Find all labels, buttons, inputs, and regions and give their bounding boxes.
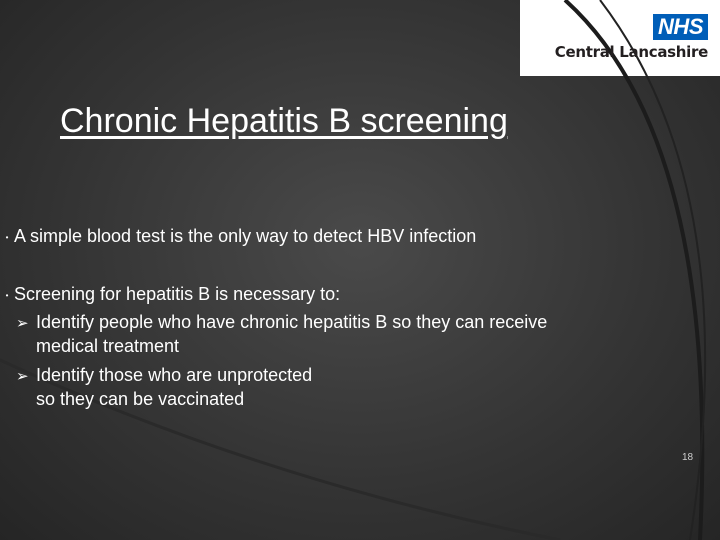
sub-bullet-continuation: medical treatment [36,336,180,356]
sub-bullet-item [16,312,547,333]
bullet-item [0,284,340,305]
nhs-badge: NHS [653,14,708,40]
sub-bullet-item [16,365,312,386]
sub-bullet-text: Identify those who are unprotected [36,365,313,385]
bullet-text: A simple blood test is the only way to detect HBV infection [14,226,477,246]
bullet-item [0,226,476,247]
nhs-logo [528,14,708,66]
sub-bullet-text: Identify people who have chronic hepatitis B so they can receive [36,312,548,332]
bullet-dot-icon: • [5,232,9,242]
sub-bullet-arrow-icon: ➢ [16,315,29,332]
bullet-text: Screening for hepatitis B is necessary to: [14,284,341,304]
sub-bullet-arrow-icon: ➢ [16,368,29,385]
page-number: 18 [682,452,694,463]
sub-bullet-continuation: so they can be vaccinated [36,389,245,409]
slide-title: Chronic Hepatitis B screening [60,102,508,140]
arc-line-bottom [0,360,560,540]
bullet-dot-icon: • [5,290,9,300]
nhs-org-name: Central Lancashire [554,43,708,61]
